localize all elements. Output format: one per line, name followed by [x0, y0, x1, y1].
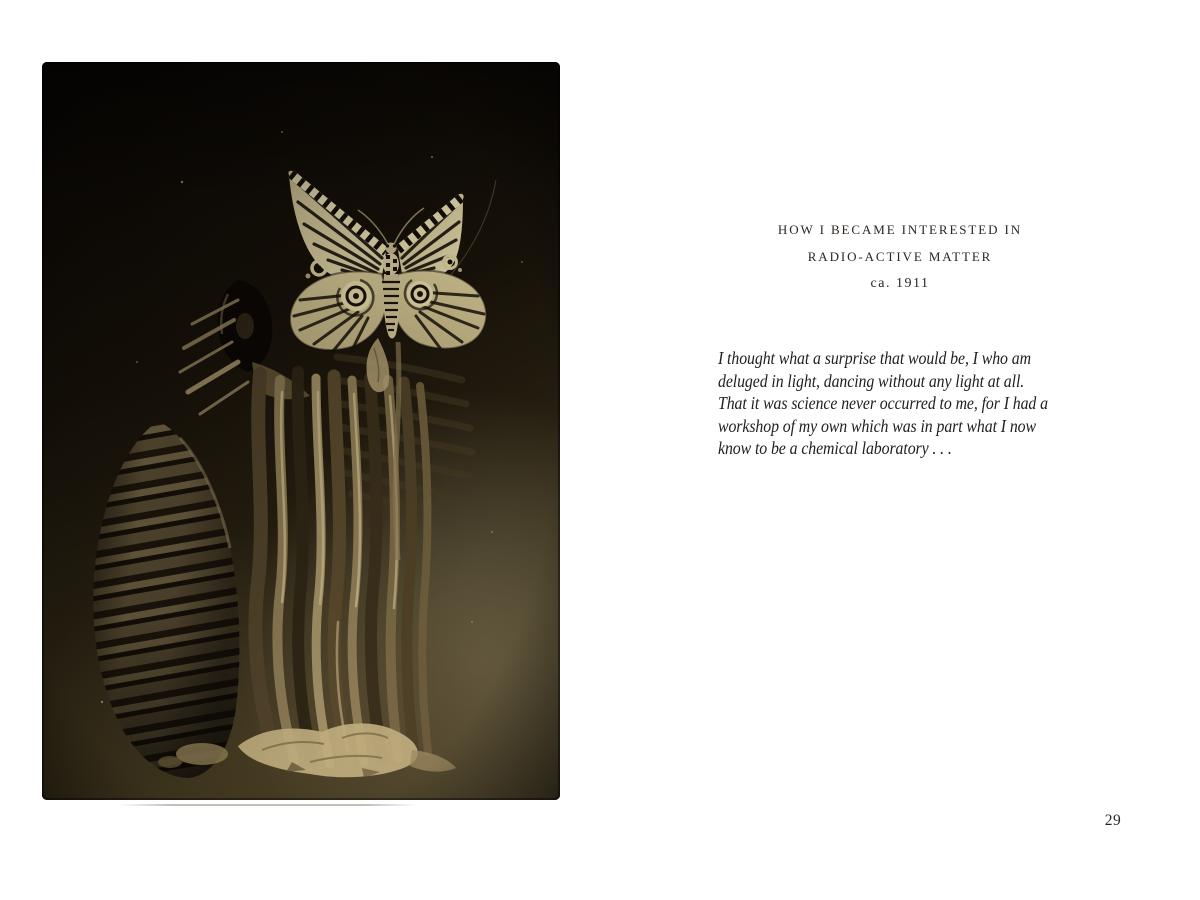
- chapter-heading: [600, 216, 1200, 297]
- quote-line: know to be a chemical laboratory . . .: [718, 438, 952, 458]
- quote-paragraph: [718, 347, 1048, 460]
- quote-line: I thought what a surprise that would be, I who am: [718, 348, 1031, 368]
- heading-line-2: RADIO-ACTIVE MATTER: [807, 249, 993, 264]
- photo-scan-shadow: [118, 804, 418, 806]
- quote-line: deluged in light, dancing without any light at all.: [718, 370, 1025, 391]
- heading-line-1: HOW I BECAME INTERESTED IN: [777, 222, 1023, 237]
- quote-line: workshop of my own which was in part what I now: [718, 415, 1036, 436]
- heading-date: ca. 1911: [870, 276, 930, 291]
- moth-costume-photograph: [42, 62, 560, 800]
- photograph-plate: [42, 62, 560, 800]
- quote-line: That it was science never occurred to me, for I had a: [718, 393, 1048, 413]
- page-number: 29: [1104, 812, 1122, 829]
